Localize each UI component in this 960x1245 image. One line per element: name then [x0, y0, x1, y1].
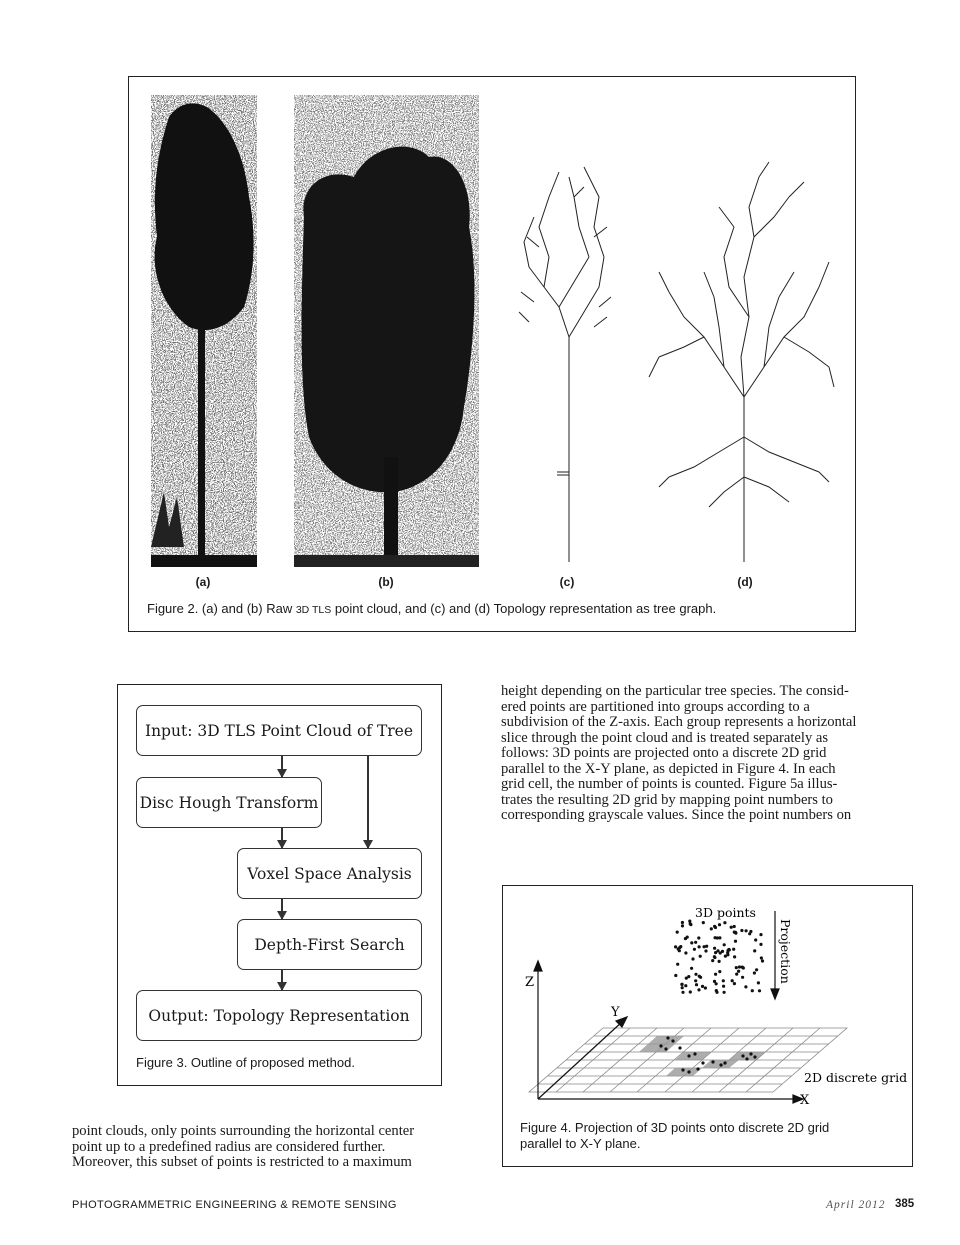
point-dot — [755, 968, 758, 971]
projected-dot — [741, 1054, 744, 1057]
panel-a-point-cloud — [151, 95, 257, 567]
figure-4 — [502, 885, 913, 1167]
projected-dot — [723, 1061, 726, 1064]
projected-dot — [687, 1054, 690, 1057]
text-line: height depending on the particular tree species. The consid- — [501, 683, 849, 699]
figure-3-caption: Figure 3. Outline of proposed method. — [136, 1055, 355, 1070]
text-line: subdivision of the Z-axis. Each group represents a horizontal — [501, 714, 857, 730]
point-dot — [723, 921, 726, 924]
x-axis-label: X — [800, 1093, 810, 1108]
point-dot — [718, 960, 721, 963]
point-dot — [713, 925, 716, 928]
point-dot — [698, 945, 701, 948]
point-dot — [757, 981, 760, 984]
text-line: follows: 3D points are projected onto a discrete 2D grid — [501, 745, 827, 761]
journal-name: PHOTOGRAMMETRIC ENGINEERING & REMOTE SENSING — [72, 1199, 397, 1211]
flow-step-voxel: Voxel Space Analysis — [237, 848, 422, 899]
point-dot — [753, 971, 756, 974]
point-dot — [722, 979, 725, 982]
projected-dot — [678, 1046, 681, 1049]
point-dot — [759, 933, 762, 936]
point-dot — [713, 947, 716, 950]
point-dot — [702, 921, 705, 924]
projected-dot — [681, 1068, 684, 1071]
panel-d-tree-graph — [649, 162, 834, 562]
point-dot — [686, 936, 689, 939]
y-axis-label: Y — [611, 1005, 620, 1020]
point-dot — [694, 973, 697, 976]
point-dot — [676, 931, 679, 934]
panel-label-c: (c) — [559, 575, 575, 589]
text-line: slice through the point cloud and is treated separately as — [501, 729, 829, 746]
flow-step-output: Output: Topology Representation — [136, 990, 422, 1041]
point-dot — [690, 941, 693, 944]
point-dot — [690, 967, 693, 970]
right-column-text — [501, 684, 911, 824]
point-dot — [754, 938, 757, 941]
flow-step-hough: Disc Hough Transform — [136, 777, 322, 828]
figure-3 — [117, 684, 442, 1086]
arrow-hough-to-voxel — [281, 828, 283, 848]
point-dot — [744, 985, 747, 988]
point-dot — [693, 948, 696, 951]
flow-step-dfs: Depth-First Search — [237, 919, 422, 970]
point-dot — [727, 948, 730, 951]
point-dot — [758, 989, 761, 992]
point-dot — [699, 955, 702, 958]
projected-dot — [659, 1044, 662, 1047]
text-line: Moreover, this subset of points is restricted to a maximum — [72, 1154, 412, 1170]
arrow-dfs-to-output — [281, 970, 283, 990]
point-dot — [733, 982, 736, 985]
point-dot — [718, 970, 721, 973]
point-dot — [703, 945, 706, 948]
point-dot — [684, 984, 687, 987]
projected-dot — [749, 1052, 752, 1055]
text-line: point up to a predefined radius are considered further. — [72, 1138, 386, 1155]
point-dot — [691, 957, 694, 960]
point-dot — [735, 973, 738, 976]
point-dot — [751, 989, 754, 992]
point-dot — [735, 966, 738, 969]
point-dot — [704, 949, 707, 952]
point-dot — [681, 924, 684, 927]
point-dot — [718, 923, 721, 926]
arrow-input-to-voxel — [367, 756, 369, 848]
text-line: trates the resulting 2D grid by mapping point numbers to — [501, 791, 833, 808]
point-dot — [737, 970, 740, 973]
point-dot — [748, 932, 751, 935]
projection-diagram — [503, 886, 911, 1111]
point-dot — [698, 975, 701, 978]
point-dot — [674, 945, 677, 948]
point-dot — [722, 985, 725, 988]
point-dot — [710, 927, 713, 930]
3d-points-label: 3D points — [695, 905, 756, 920]
point-dot — [681, 921, 684, 924]
projected-dot — [671, 1039, 674, 1042]
projection-label: Projection — [778, 919, 793, 984]
point-dot — [694, 979, 697, 982]
panel-label-b: (b) — [378, 575, 394, 589]
point-dot — [685, 977, 688, 980]
point-dot — [713, 955, 716, 958]
point-dot — [701, 985, 704, 988]
point-dot — [715, 991, 718, 994]
point-dot — [684, 951, 687, 954]
point-dot — [738, 965, 741, 968]
point-dot — [715, 982, 718, 985]
2d-grid-label: 2D discrete grid — [804, 1070, 908, 1085]
point-dot — [697, 936, 700, 939]
point-dot — [731, 979, 734, 982]
point-dot — [723, 943, 726, 946]
point-dot — [733, 955, 736, 958]
projected-dot — [711, 1060, 714, 1063]
point-dot — [730, 926, 733, 929]
projected-dot — [687, 1070, 690, 1073]
point-dot — [697, 988, 700, 991]
point-dot — [695, 983, 698, 986]
panel-c-tree-graph — [519, 167, 611, 562]
projected-dot — [753, 1055, 756, 1058]
text-line: ered points are partitioned into groups according to a — [501, 698, 810, 715]
arrow-voxel-to-dfs — [281, 899, 283, 919]
point-dot — [753, 949, 756, 952]
text-line: grid cell, the number of points is counted. Figure 5a illus- — [501, 776, 838, 792]
point-dot — [723, 991, 726, 994]
figure-2 — [128, 76, 856, 632]
arrow-input-to-hough — [281, 756, 283, 777]
point-dot — [734, 940, 737, 943]
panel-label-a: (a) — [195, 575, 211, 589]
point-dot — [689, 990, 692, 993]
text-line: point clouds, only points surrounding the horizontal center — [72, 1123, 415, 1139]
point-dot — [740, 929, 743, 932]
projected-dot — [666, 1036, 669, 1039]
flow-step-input: Input: 3D TLS Point Cloud of Tree — [136, 705, 422, 756]
panel-b-point-cloud — [294, 95, 479, 567]
text-line: parallel to the X-Y plane, as depicted in Figure 4. In each — [501, 760, 836, 777]
point-dot — [714, 973, 717, 976]
projected-dot — [701, 1061, 704, 1064]
left-column-text — [72, 1124, 472, 1171]
point-dot — [761, 959, 764, 962]
point-dot — [674, 974, 677, 977]
point-dot — [688, 920, 691, 923]
point-dot — [732, 948, 735, 951]
point-dot — [676, 963, 679, 966]
point-dot — [734, 932, 737, 935]
projected-dot — [664, 1047, 667, 1050]
figure-4-caption: Figure 4. Projection of 3D points onto discrete 2D grid parallel to X-Y plane. — [520, 1120, 830, 1151]
projected-dot — [745, 1057, 748, 1060]
point-dot — [719, 951, 722, 954]
panel-label-d: (d) — [737, 575, 753, 589]
point-dot — [704, 986, 707, 989]
point-dot — [711, 959, 714, 962]
point-dot — [760, 956, 763, 959]
tree-point-cloud-images — [129, 77, 854, 577]
point-dot — [741, 976, 744, 979]
projected-dot — [719, 1063, 722, 1066]
point-dot — [681, 986, 684, 989]
3d-point-cloud — [674, 920, 764, 994]
point-dot — [745, 929, 748, 932]
point-dot — [694, 941, 697, 944]
point-dot — [716, 936, 719, 939]
point-dot — [677, 947, 680, 950]
figure-2-caption: Figure 2. (a) and (b) Raw 3D TLS point cloud, and (c) and (d) Topology representation as tree graph. — [147, 601, 717, 616]
projected-dot — [696, 1067, 699, 1070]
point-dot — [681, 991, 684, 994]
point-dot — [759, 943, 762, 946]
z-axis-label: Z — [525, 975, 535, 990]
issue-date: April 2012 — [826, 1199, 886, 1211]
point-dot — [733, 925, 736, 928]
page-number: 385 — [895, 1198, 915, 1210]
point-dot — [680, 983, 683, 986]
point-dot — [726, 953, 729, 956]
text-line: corresponding grayscale values. Since the point numbers on — [501, 807, 852, 823]
projected-dot — [693, 1052, 696, 1055]
point-dot — [741, 966, 744, 969]
